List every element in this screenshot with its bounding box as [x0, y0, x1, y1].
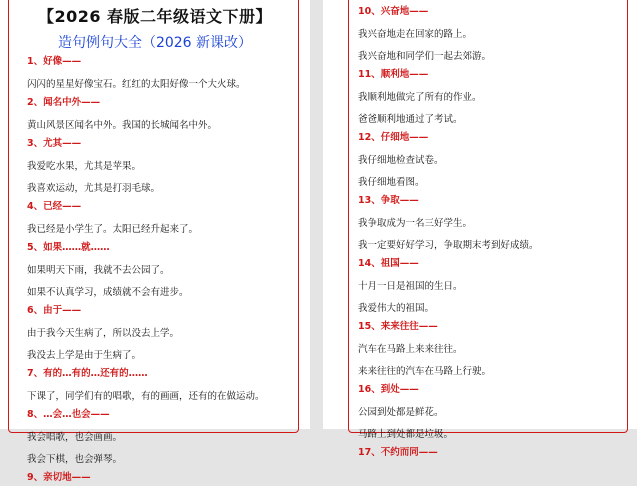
entry-item [358, 256, 630, 320]
entry-list-left [27, 54, 299, 486]
document-title: 【2026 春版二年级语文下册】 [37, 7, 273, 26]
entry-item [358, 193, 630, 257]
entry-item [27, 407, 299, 471]
entry-item [27, 199, 299, 241]
entry-heading: 15、来来往往—— [358, 321, 438, 332]
document-page-left [0, 0, 310, 483]
example-sentence: 爸爸顺利地通过了考试。 [358, 114, 463, 125]
entry-heading: 2、闻名中外—— [27, 97, 101, 108]
example-sentence: 闪闪的星星好像宝石。红红的太阳好像一个大火球。 [27, 79, 246, 90]
example-sentence: 我兴奋地走在回家的路上。 [358, 29, 473, 40]
example-sentence: 来来往往的汽车在马路上行驶。 [358, 366, 492, 377]
entry-heading: 9、亲切地—— [27, 472, 91, 483]
entry-item [27, 54, 299, 96]
entry-heading: 1、好像—— [27, 56, 82, 67]
entry-item [27, 470, 299, 486]
entry-item [27, 136, 299, 200]
example-sentence: 如果不认真学习，成绩就不会有进步。 [27, 287, 189, 298]
entry-item [358, 67, 630, 131]
example-sentence: 下课了，同学们有的唱歌，有的画画，还有的在做运动。 [27, 391, 265, 402]
example-sentence: 十月一日是祖国的生日。 [358, 281, 463, 292]
example-sentence: 如果明天下雨，我就不去公园了。 [27, 265, 170, 276]
entry-heading: 12、仔细地—— [358, 132, 429, 143]
document-subtitle: 造句例句大全（2026 新课改） [57, 35, 253, 51]
entry-item [27, 303, 299, 367]
example-sentence: 我爱伟大的祖国。 [358, 303, 435, 314]
example-sentence: 我喜欢运动，尤其是打羽毛球。 [27, 183, 161, 194]
entry-heading: 17、不约而同—— [358, 447, 438, 458]
entry-heading: 3、尤其—— [27, 138, 82, 149]
example-sentence: 我兴奋地和同学们一起去郊游。 [358, 51, 492, 62]
entry-heading: 14、祖国—— [358, 258, 419, 269]
entry-heading: 8、…会…也会—— [27, 409, 110, 420]
example-sentence: 马路上到处都是垃圾。 [358, 429, 454, 440]
entry-heading: 5、如果……就…… [27, 242, 110, 253]
entry-heading: 16、到处—— [358, 384, 419, 395]
document-page-right [323, 0, 637, 458]
example-sentence: 我仔细地看图。 [358, 177, 425, 188]
example-sentence: 我没去上学是由于生病了。 [27, 350, 142, 361]
example-sentence: 我会下棋，也会弹琴。 [27, 454, 123, 465]
entry-item [358, 4, 630, 68]
example-sentence: 我争取成为一名三好学生。 [358, 218, 473, 229]
example-sentence: 我爱吃水果，尤其是苹果。 [27, 161, 142, 172]
entry-item [27, 240, 299, 304]
example-sentence: 由于我今天生病了，所以没去上学。 [27, 328, 180, 339]
entry-heading: 13、争取—— [358, 195, 419, 206]
example-sentence: 汽车在马路上来来往往。 [358, 344, 463, 355]
example-sentence: 我仔细地检查试卷。 [358, 155, 444, 166]
example-sentence: 我顺利地做完了所有的作业。 [358, 92, 482, 103]
entry-heading: 7、有的…有的…还有的…… [27, 368, 148, 379]
example-sentence: 公园到处都是鲜花。 [358, 407, 444, 418]
example-sentence: 我会唱歌，也会画画。 [27, 432, 123, 443]
entry-heading: 4、已经—— [27, 201, 82, 212]
entry-list-right [358, 4, 630, 461]
entry-item [358, 382, 630, 446]
entry-item [27, 366, 299, 408]
example-sentence: 黄山风景区闻名中外。我国的长城闻名中外。 [27, 120, 218, 131]
entry-heading: 11、顺利地—— [358, 69, 429, 80]
example-sentence: 我一定要好好学习，争取期末考到好成绩。 [358, 240, 539, 251]
entry-item [358, 445, 630, 461]
entry-heading: 6、由于—— [27, 305, 82, 316]
example-sentence: 我已经是小学生了。太阳已经升起来了。 [27, 224, 199, 235]
entry-heading: 10、兴奋地—— [358, 6, 429, 17]
entry-item [358, 319, 630, 383]
entry-item [358, 130, 630, 194]
entry-item [27, 95, 299, 137]
